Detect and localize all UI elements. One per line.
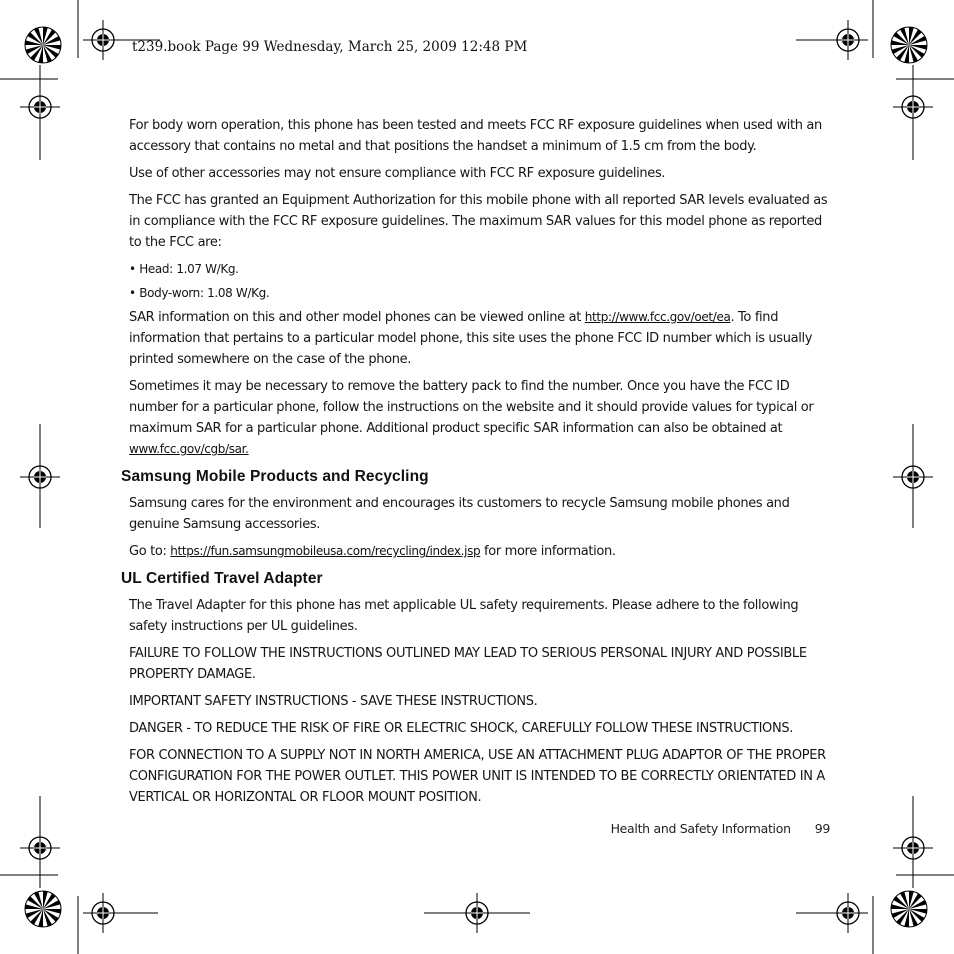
- page-number: 99: [814, 821, 830, 836]
- text-span: for more information.: [480, 544, 616, 559]
- heading-recycling: Samsung Mobile Products and Recycling: [121, 468, 429, 485]
- paragraph-ul-requirements: The Travel Adapter for this phone has met applicable UL safety requirements. Please adhere to the following safety instructions per UL guidelines.: [129, 598, 799, 634]
- paragraph-go-to: [129, 541, 833, 562]
- paragraph-danger: DANGER - TO REDUCE THE RISK OF FIRE OR ELECTRIC SHOCK, CAREFULLY FOLLOW THESE INSTRUCTIONS.: [129, 721, 793, 736]
- footer-section-title: Health and Safety Information: [610, 821, 791, 836]
- paragraph-battery-pack: [129, 376, 833, 460]
- bullet-head-sar: • Head: 1.07 W/Kg.: [129, 262, 239, 276]
- text-span: Sometimes it may be necessary to remove the battery pack to find the number. Once you have the FCC ID number for a particular phone, follow the instructions on the website and it should provide values for typical or maximum SAR for a particular phone. Additional product specific SAR information can also be obtained at: [129, 379, 814, 436]
- text-span: Go to:: [129, 544, 171, 559]
- text-span: . To find information that pertains to a particular model phone, this site uses the phone FCC ID number which is usually printed somewhere on the case of the phone.: [129, 310, 813, 367]
- paragraph-recycling: Samsung cares for the environment and encourages its customers to recycle Samsung mobile phones and genuine Samsung accessories.: [129, 496, 790, 532]
- paragraph-fcc-authorization: The FCC has granted an Equipment Authorization for this mobile phone with all reported SAR levels evaluated as in compliance with the FCC RF exposure guidelines. The maximum SAR values for this model phone as reported to the FCC are:: [129, 193, 828, 250]
- heading-ul-adapter: UL Certified Travel Adapter: [121, 570, 323, 587]
- text-span: SAR information on this and other model phones can be viewed online at: [129, 310, 585, 325]
- fcc-cgb-sar-link[interactable]: www.fcc.gov/cgb/sar.: [129, 442, 249, 456]
- paragraph-failure-warning: FAILURE TO FOLLOW THE INSTRUCTIONS OUTLINED MAY LEAD TO SERIOUS PERSONAL INJURY AND POSSIBLE PROPERTY DAMAGE.: [129, 646, 807, 682]
- paragraph-sar-online: [129, 307, 833, 370]
- recycling-link[interactable]: https://fun.samsungmobileusa.com/recycling/index.jsp: [170, 544, 481, 558]
- print-header: t239.book Page 99 Wednesday, March 25, 2009 12:48 PM: [132, 39, 528, 55]
- page-content: [121, 115, 833, 814]
- paragraph-important-safety: IMPORTANT SAFETY INSTRUCTIONS - SAVE THESE INSTRUCTIONS.: [129, 694, 538, 709]
- paragraph-body-worn: For body worn operation, this phone has been tested and meets FCC RF exposure guidelines when used with an accessory that contains no metal and that positions the handset a minimum of 1.5 cm from the body.: [129, 118, 822, 154]
- page-footer: [611, 821, 830, 836]
- fcc-oet-link[interactable]: http://www.fcc.gov/oet/ea: [584, 310, 731, 324]
- bullet-body-worn-sar: • Body-worn: 1.08 W/Kg.: [129, 286, 270, 300]
- paragraph-accessories: Use of other accessories may not ensure compliance with FCC RF exposure guidelines.: [129, 166, 666, 181]
- paragraph-connection: FOR CONNECTION TO A SUPPLY NOT IN NORTH AMERICA, USE AN ATTACHMENT PLUG ADAPTOR OF THE PROPER CONFIGURATION FOR THE POWER OUTLET. THIS POWER UNIT IS INTENDED TO BE CORRECTLY ORIENTATED IN A VERTICAL OR HORIZONTAL OR FLOOR MOUNT POSITION.: [129, 748, 826, 805]
